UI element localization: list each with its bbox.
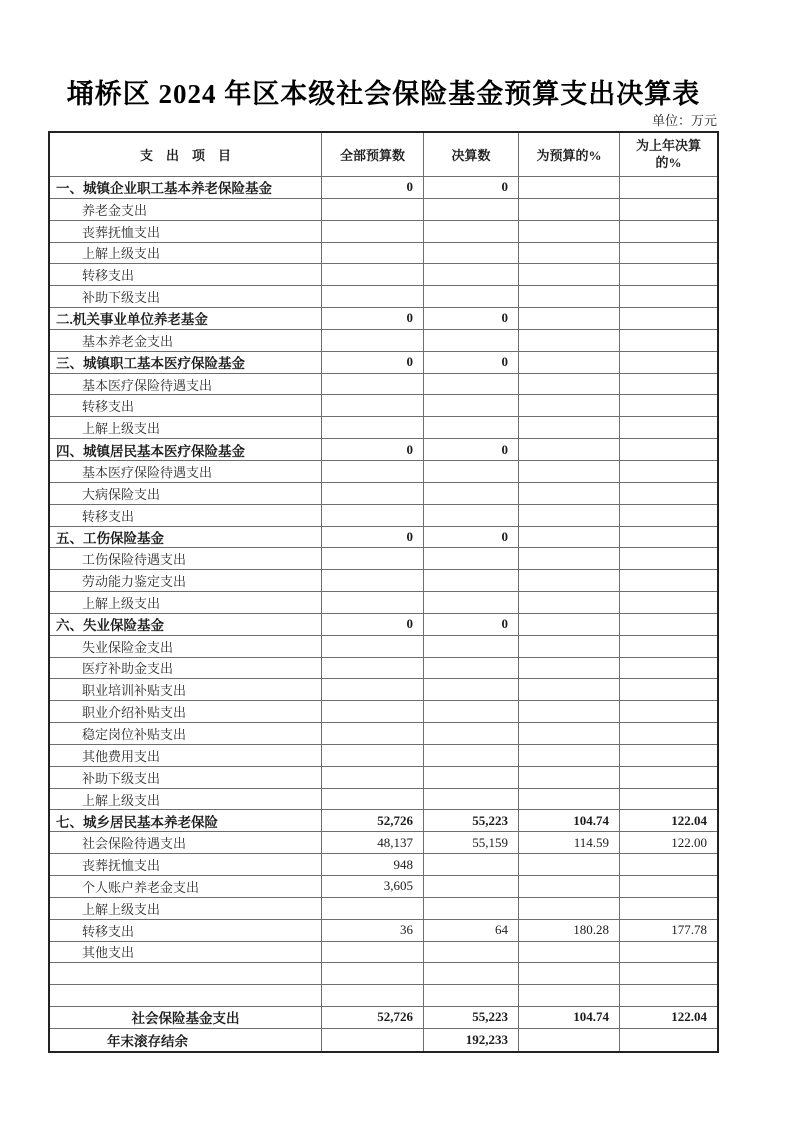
col-header-expenditure-item: 支 出 项 目 [50,133,322,176]
item-label-cell: 四、城镇居民基本医疗保险基金 [50,439,322,460]
pct-prev-cell [620,636,717,657]
pct-prev-cell: 122.00 [671,834,707,850]
pct-prev-cell [620,264,717,285]
item-label-cell: 补助下级支出 [50,286,322,307]
final-cell: 55,223 [424,1007,519,1028]
budget-cell [322,264,424,285]
final-cell [424,199,519,220]
item-label-cell: 转移支出 [50,395,322,416]
pct-prev-cell [620,963,717,984]
table-row [50,592,717,614]
pct-budget-cell [519,199,620,220]
pct-prev-cell [620,374,717,395]
final-cell: 55,223 [424,810,519,831]
pct-budget-cell [519,505,620,526]
pct-budget-cell [519,679,620,700]
pct-prev-cell [620,745,717,766]
pct-budget-cell [519,527,620,548]
pct-prev-cell [620,330,717,351]
pct-budget-cell [519,701,620,722]
final-cell: 0 [424,614,519,635]
budget-cell [322,483,424,504]
item-label-cell: 转移支出 [50,264,322,285]
budget-cell: 3,605 [322,876,424,897]
pct-prev-cell [620,505,717,526]
pct-prev-cell [620,199,717,220]
final-cell [424,679,519,700]
pct-prev-cell [620,417,717,438]
item-label-cell: 其他费用支出 [50,745,322,766]
pct-budget-cell [519,177,620,198]
pct-prev-cell [620,439,717,460]
table-row [50,330,717,352]
pct-budget-cell [519,636,620,657]
item-label-cell: 二.机关事业单位养老基金 [50,308,322,329]
final-cell [424,701,519,722]
final-cell: 64 [424,920,519,941]
budget-cell [322,963,424,984]
pct-prev-cell [620,658,717,679]
pct-prev-cell [620,942,717,963]
col-header-final-accounts: 决算数 [424,133,519,176]
budget-cell: 52,726 [322,1007,424,1028]
pct-prev-cell: 177.78 [671,922,707,938]
item-label-cell: 一、城镇企业职工基本养老保险基金 [50,177,322,198]
final-cell [424,286,519,307]
pct-prev-cell [620,221,717,242]
table-row [50,920,717,942]
table-row [50,985,717,1007]
pct-prev-cell [620,701,717,722]
pct-prev-cell [620,177,717,198]
table-header-row [50,133,717,177]
table-row [50,395,717,417]
item-label-cell: 上解上级支出 [50,898,322,919]
budget-cell [322,898,424,919]
table-row [50,221,717,243]
budget-cell [322,330,424,351]
pct-budget-cell: 104.74 [519,1007,620,1028]
budget-cell [322,723,424,744]
final-cell [424,221,519,242]
pct-budget-cell [519,461,620,482]
budget-cell [322,395,424,416]
budget-cell: 0 [322,352,424,373]
final-cell [424,330,519,351]
item-label-cell: 三、城镇职工基本医疗保险基金 [50,352,322,373]
final-cell [424,374,519,395]
pct-prev-cell [620,286,717,307]
pct-budget-cell [519,592,620,613]
table-row [50,614,717,636]
table-row [50,701,717,723]
pct-budget-cell: 180.28 [519,920,620,941]
item-label-cell: 基本医疗保险待遇支出 [50,374,322,395]
budget-cell [322,243,424,264]
final-cell [424,658,519,679]
budget-cell [322,417,424,438]
item-label-cell: 上解上级支出 [50,417,322,438]
final-cell: 0 [424,439,519,460]
col-header-pct-of-prev-year [620,133,717,176]
final-cell: 192,233 [424,1029,519,1051]
table-row [50,461,717,483]
item-label-cell: 基本养老金支出 [50,330,322,351]
budget-cell [322,570,424,591]
final-cell [424,723,519,744]
table-body [50,177,717,1051]
budget-cell [322,942,424,963]
budget-cell [322,985,424,1006]
final-cell [424,548,519,569]
table-row [50,832,717,854]
table-row [50,570,717,592]
final-cell [424,854,519,875]
pct-prev-cell [620,570,717,591]
final-cell [424,395,519,416]
table-row [50,243,717,265]
col-header-pct-of-prev-year-text: 为上年决算的% [635,137,701,170]
col-header-total-budget: 全部预算数 [322,133,424,176]
final-cell: 55,159 [424,832,519,853]
pct-budget-cell: 114.59 [519,832,620,853]
item-label-cell: 补助下级支出 [50,767,322,788]
item-label-cell: 劳动能力鉴定支出 [50,570,322,591]
budget-cell [322,745,424,766]
pct-prev-cell [620,876,717,897]
item-label-cell [50,963,322,984]
table-row [50,658,717,680]
item-label-cell: 七、城乡居民基本养老保险 [50,810,322,831]
pct-budget-cell: 104.74 [519,810,620,831]
pct-budget-cell [519,942,620,963]
pct-prev-cell [620,548,717,569]
budget-cell [322,461,424,482]
budget-cell [322,636,424,657]
budget-cell [322,374,424,395]
item-label-cell: 转移支出 [50,505,322,526]
col-header-pct-of-budget: 为预算的% [519,133,620,176]
table-row [50,745,717,767]
pct-prev-cell [620,614,717,635]
table-row [50,417,717,439]
item-label-cell: 上解上级支出 [50,243,322,264]
budget-cell: 0 [322,177,424,198]
pct-prev-cell [620,898,717,919]
table-row [50,789,717,811]
budget-cell: 948 [322,854,424,875]
final-cell [424,264,519,285]
pct-budget-cell [519,767,620,788]
pct-budget-cell [519,1029,620,1051]
pct-prev-cell [620,789,717,810]
final-cell [424,963,519,984]
pct-prev-cell [620,461,717,482]
budget-cell [322,767,424,788]
item-label-cell: 转移支出 [50,920,322,941]
table-row [50,199,717,221]
pct-prev-cell [620,767,717,788]
budget-cell: 0 [322,439,424,460]
budget-cell [322,1029,424,1051]
table-row [50,505,717,527]
final-cell [424,898,519,919]
table-row [50,1007,717,1029]
pct-prev-cell [620,308,717,329]
final-cell [424,592,519,613]
budget-cell: 52,726 [322,810,424,831]
final-cell [424,942,519,963]
pct-budget-cell [519,570,620,591]
table-row [50,963,717,985]
pct-budget-cell [519,483,620,504]
pct-budget-cell [519,243,620,264]
item-label-cell: 基本医疗保险待遇支出 [50,461,322,482]
budget-cell: 0 [322,527,424,548]
table-row [50,942,717,964]
final-cell [424,570,519,591]
table-row [50,1029,717,1051]
table-row [50,876,717,898]
table-row [50,679,717,701]
table-row [50,352,717,374]
pct-budget-cell [519,417,620,438]
table-row [50,723,717,745]
table-row [50,483,717,505]
final-cell [424,461,519,482]
pct-budget-cell [519,723,620,744]
final-cell [424,243,519,264]
pct-prev-cell [620,527,717,548]
final-cell [424,876,519,897]
item-label-cell: 稳定岗位补贴支出 [50,723,322,744]
final-cell [424,483,519,504]
pct-prev-cell [620,352,717,373]
item-label-cell: 上解上级支出 [50,592,322,613]
item-label-cell: 工伤保险待遇支出 [50,548,322,569]
budget-cell: 0 [322,614,424,635]
table-row [50,177,717,199]
unit-label: 单位：万元 [651,113,717,128]
budget-table [48,131,719,1053]
page-title: 埇桥区 2024 年区本级社会保险基金预算支出决算表 [66,79,701,109]
pct-prev-cell [620,679,717,700]
table-row [50,767,717,789]
pct-budget-cell [519,221,620,242]
pct-budget-cell [519,548,620,569]
item-label-cell: 年末滚存结余 [50,1029,322,1051]
budget-cell: 0 [322,308,424,329]
final-cell [424,745,519,766]
pct-budget-cell [519,745,620,766]
item-label-cell: 职业介绍补贴支出 [50,701,322,722]
final-cell: 0 [424,177,519,198]
item-label-cell: 社会保险待遇支出 [50,832,322,853]
budget-cell [322,199,424,220]
pct-budget-cell [519,789,620,810]
table-row [50,264,717,286]
table-row [50,636,717,658]
item-label-cell: 其他支出 [50,942,322,963]
pct-budget-cell [519,876,620,897]
final-cell [424,789,519,810]
pct-prev-cell [620,1029,717,1051]
item-label-cell: 医疗补助金支出 [50,658,322,679]
item-label-cell: 个人账户养老金支出 [50,876,322,897]
table-row [50,898,717,920]
pct-prev-cell: 122.04 [671,1009,707,1025]
final-cell: 0 [424,308,519,329]
final-cell: 0 [424,352,519,373]
item-label-cell: 失业保险金支出 [50,636,322,657]
item-label-cell: 社会保险基金支出 [50,1007,322,1028]
table-row [50,527,717,549]
pct-budget-cell [519,898,620,919]
budget-cell [322,221,424,242]
pct-budget-cell [519,439,620,460]
pct-budget-cell [519,308,620,329]
final-cell [424,505,519,526]
pct-prev-cell: 122.04 [671,812,707,828]
item-label-cell: 五、工伤保险基金 [50,527,322,548]
pct-budget-cell [519,658,620,679]
item-label-cell: 六、失业保险基金 [50,614,322,635]
final-cell: 0 [424,527,519,548]
pct-prev-cell [620,985,717,1006]
budget-cell: 36 [322,920,424,941]
table-row [50,548,717,570]
table-row [50,854,717,876]
item-label-cell: 养老金支出 [50,199,322,220]
table-row [50,374,717,396]
budget-cell [322,701,424,722]
table-row [50,439,717,461]
pct-prev-cell [620,592,717,613]
pct-budget-cell [519,286,620,307]
final-cell [424,767,519,788]
table-row [50,810,717,832]
pct-budget-cell [519,963,620,984]
budget-cell [322,679,424,700]
final-cell [424,985,519,1006]
item-label-cell: 大病保险支出 [50,483,322,504]
item-label-cell: 上解上级支出 [50,789,322,810]
item-label-cell: 职业培训补贴支出 [50,679,322,700]
budget-cell [322,548,424,569]
pct-budget-cell [519,395,620,416]
pct-prev-cell [620,243,717,264]
final-cell [424,636,519,657]
table-row [50,286,717,308]
budget-cell [322,789,424,810]
pct-prev-cell [620,723,717,744]
pct-budget-cell [519,264,620,285]
pct-budget-cell [519,374,620,395]
budget-cell [322,286,424,307]
budget-cell [322,592,424,613]
pct-budget-cell [519,985,620,1006]
pct-prev-cell [620,395,717,416]
pct-prev-cell [620,854,717,875]
pct-budget-cell [519,614,620,635]
budget-cell [322,658,424,679]
table-row [50,308,717,330]
item-label-cell [50,985,322,1006]
item-label-cell: 丧葬抚恤支出 [50,221,322,242]
budget-cell [322,505,424,526]
pct-budget-cell [519,330,620,351]
item-label-cell: 丧葬抚恤支出 [50,854,322,875]
budget-cell: 48,137 [322,832,424,853]
pct-prev-cell [620,483,717,504]
final-cell [424,417,519,438]
pct-budget-cell [519,854,620,875]
pct-budget-cell [519,352,620,373]
